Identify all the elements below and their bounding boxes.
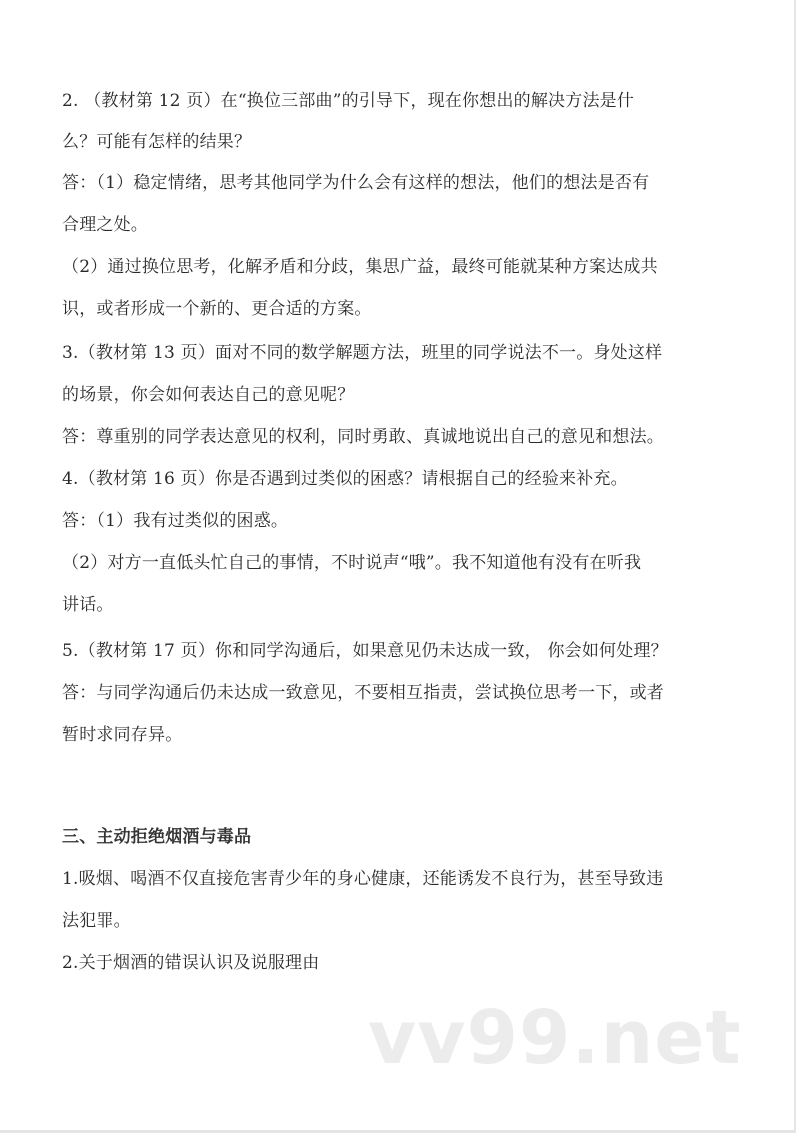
watermark: vv99.net (368, 995, 742, 1081)
text-line-s3-line3: 2.关于烟酒的错误认识及说服理由 (62, 953, 320, 973)
text-line-a4-line1: 答：（1）我有过类似的困惑。 (62, 511, 289, 531)
text-line-q2-line2: 么？可能有怎样的结果？ (62, 132, 252, 152)
text-line-q2-line1: 2. （教材第 12 页）在“换位三部曲”的引导下，现在你想出的解决方法是什 (62, 91, 635, 111)
text-line-a2-line2: 合理之处。 (62, 215, 148, 235)
text-line-a5-line1: 答：与同学沟通后仍未达成一致意见，不要相互指责，尝试换位思考一下，或者 (62, 683, 664, 703)
text-line-q4-line1: 4.（教材第 16 页）你是否遇到过类似的困惑？请根据自己的经验来补充。 (62, 469, 628, 489)
text-line-a3-line1: 答：尊重别的同学表达意见的权利，同时勇敢、真诚地说出自己的意见和想法。 (62, 427, 664, 447)
text-line-q3-line2: 的场景，你会如何表达自己的意见呢？ (62, 385, 355, 405)
text-line-a2-line4: 识，或者形成一个新的、更合适的方案。 (62, 299, 372, 319)
text-line-s3-line2: 法犯罪。 (62, 911, 131, 931)
text-line-a2-line1: 答：（1）稳定情绪，思考其他同学为什么会有这样的想法，他们的想法是否有 (62, 173, 650, 193)
text-line-a5-line2: 暂时求同存异。 (62, 725, 183, 745)
text-line-s3-line1: 1.吸烟、喝酒不仅直接危害青少年的身心健康，还能诱发不良行为，甚至导致违 (62, 869, 664, 889)
text-line-q5-line1: 5.（教材第 17 页）你和同学沟通后，如果意见仍未达成一致， 你会如何处理？ (62, 641, 668, 661)
section-heading: 三、主动拒绝烟酒与毒品 (62, 827, 252, 847)
text-line-a4-line3: 讲话。 (62, 595, 114, 615)
text-line-a4-line2: （2）对方一直低头忙自己的事情，不时说声“哦”。我不知道他有没有在听我 (62, 553, 642, 573)
text-line-a2-line3: （2）通过换位思考，化解矛盾和分歧，集思广益，最终可能就某种方案达成共 (62, 257, 658, 277)
text-line-q3-line1: 3.（教材第 13 页）面对不同的数学解题方法，班里的同学说法不一。身处这样 (62, 343, 663, 363)
